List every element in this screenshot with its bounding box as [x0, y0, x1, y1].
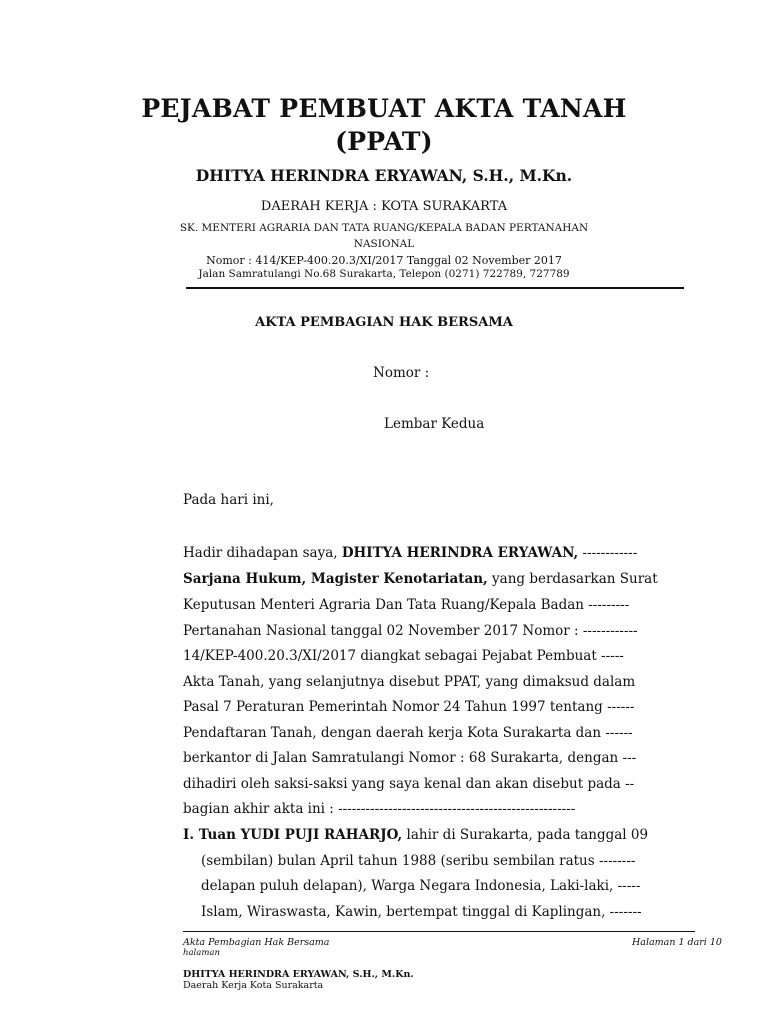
- body-line-8: Pendaftaran Tanah, dengan daerah kerja Kota Surakarta dan ------: [183, 725, 633, 741]
- document-number-label: Nomor :: [373, 365, 430, 381]
- footer-divider: [183, 931, 695, 932]
- header-work-area: DAERAH KERJA : KOTA SURAKARTA: [260, 199, 508, 214]
- document-title: AKTA PEMBAGIAN HAK BERSAMA: [255, 315, 513, 330]
- body-line-6: Akta Tanah, yang selanjutnya disebut PPAT, yang dimaksud dalam: [183, 674, 636, 690]
- header-sk-number: Nomor : 414/KEP-400.20.3/XI/2017 Tanggal 02 November 2017: [206, 254, 562, 267]
- party-line-2: (sembilan) bulan April tahun 1988 (seribu sembilan ratus --------: [201, 853, 636, 869]
- footer-document-name: Akta Pembagian Hak Bersama: [183, 937, 330, 948]
- body-line-1-text: Hadir dihadapan saya,: [183, 545, 342, 561]
- body-line-5: 14/KEP-400.20.3/XI/2017 diangkat sebagai Pejabat Pembuat -----: [183, 648, 624, 664]
- header-ppat-name: DHITYA HERINDRA ERYAWAN, S.H., M.Kn.: [195, 166, 573, 185]
- header-address: Jalan Samratulangi No.68 Surakarta, Telepon (0271) 722789, 727789: [198, 268, 570, 280]
- body-line-3: Keputusan Menteri Agraria Dan Tata Ruang/Kepala Badan ---------: [183, 597, 630, 613]
- party-birth: lahir di Surakarta, pada tanggal 09: [402, 827, 649, 843]
- footer-page-label: halaman: [183, 948, 220, 958]
- header-sk-line1: SK. MENTERI AGRARIA DAN TATA RUANG/KEPALA BADAN PERTANAHAN: [179, 222, 589, 234]
- party-name: I. Tuan YUDI PUJI RAHARJO,: [183, 827, 403, 843]
- body-line-2-text: yang berdasarkan Surat: [487, 571, 658, 587]
- header-divider: [186, 287, 684, 289]
- body-line-11: bagian akhir akta ini : ----------------------------------------------------: [183, 801, 576, 817]
- body-line-10: dihadiri oleh saksi-saksi yang saya kenal dan akan disebut pada --: [183, 776, 635, 792]
- document-sheet-label: Lembar Kedua: [384, 416, 485, 432]
- body-line-9: berkantor di Jalan Samratulangi Nomor : 68 Surakarta, dengan ---: [183, 750, 637, 766]
- header-title-line2: (PPAT): [335, 127, 433, 156]
- footer-work-area: Daerah Kerja Kota Surakarta: [183, 980, 324, 991]
- header-title-line1: PEJABAT PEMBUAT AKTA TANAH: [141, 94, 627, 123]
- opening-sentence: Pada hari ini,: [183, 492, 274, 508]
- party-line-1: [183, 825, 695, 845]
- body-line-4: Pertanahan Nasional tanggal 02 November 2017 Nomor : ------------: [183, 623, 638, 639]
- body-line-1: [183, 543, 695, 563]
- body-line-1-name: DHITYA HERINDRA ERYAWAN,: [341, 545, 579, 561]
- body-line-7: Pasal 7 Peraturan Pemerintah Nomor 24 Tahun 1997 tentang ------: [183, 699, 635, 715]
- party-line-3: delapan puluh delapan), Warga Negara Indonesia, Laki-laki, -----: [201, 878, 641, 894]
- body-line-2-degree: Sarjana Hukum, Magister Kenotariatan,: [183, 571, 488, 587]
- footer-ppat-name: DHITYA HERINDRA ERYAWAN, S.H., M.Kn.: [183, 969, 414, 980]
- header-sk-line2: NASIONAL: [353, 238, 415, 250]
- footer-page-info: Halaman 1 dari 10: [632, 937, 722, 948]
- body-line-2: [183, 569, 695, 589]
- party-line-4: Islam, Wiraswasta, Kawin, bertempat tinggal di Kaplingan, -------: [201, 904, 642, 920]
- body-line-1-dashes: ------------: [578, 545, 638, 561]
